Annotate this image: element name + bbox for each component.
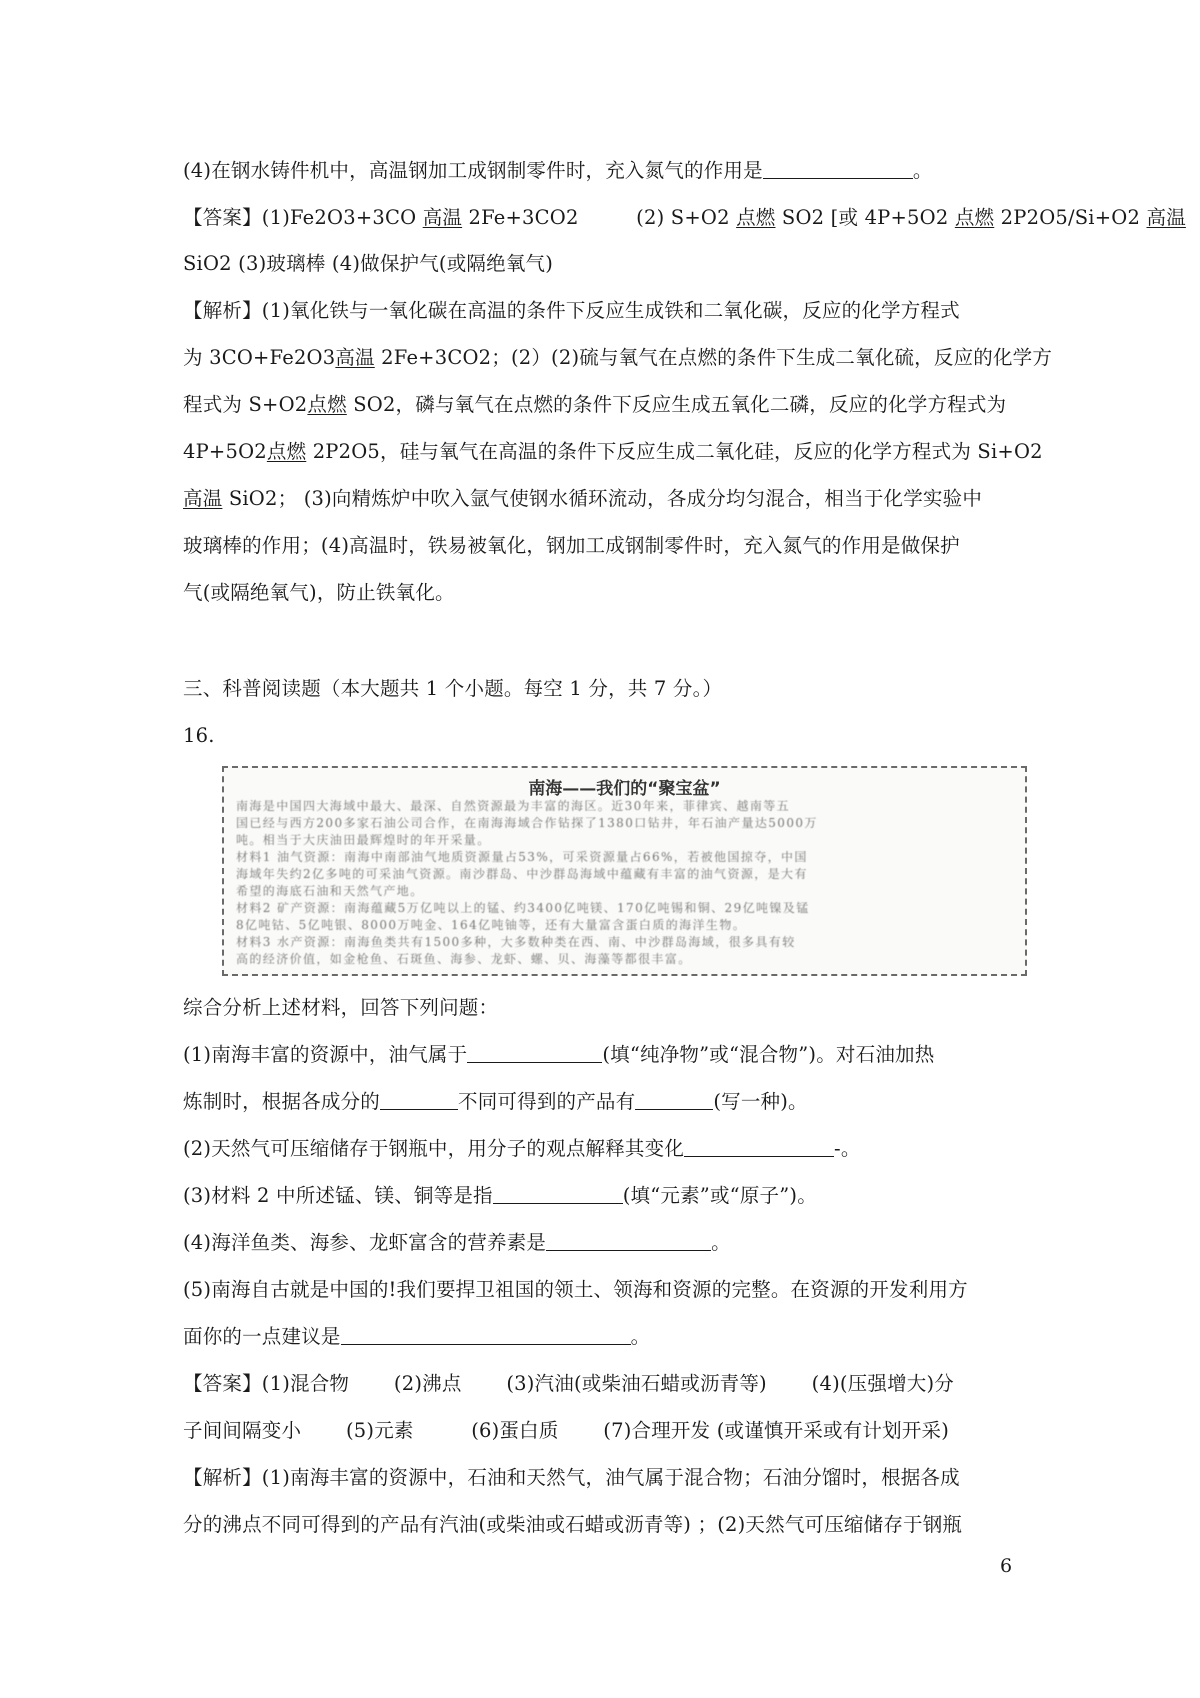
condition-high-temp: 高温 (422, 206, 463, 229)
text: (3)材料 2 中所述锰、镁、铜等是指 (183, 1184, 493, 1207)
analysis-line-3 (183, 390, 1023, 420)
condition-ignite: 点燃 (266, 440, 307, 463)
reading-material-image (222, 766, 1027, 976)
answer-blank (635, 1089, 713, 1110)
text: 面你的一点建议是 (183, 1325, 341, 1348)
answer-16-line-1 (183, 1369, 1023, 1399)
figure-text-row: 材料2 矿产资源：南海蕴藏5万亿吨以上的锰、约3400亿吨镁、170亿吨锡和铜、29亿吨镍及锰 (236, 902, 810, 915)
answer-blank (684, 1136, 834, 1157)
condition-ignite: 点燃 (954, 206, 995, 229)
question-16-1-cont (183, 1087, 1023, 1117)
figure-title: 南海——我们的“聚宝盆” (528, 779, 721, 799)
question-4: (4)在钢水铸件机中，高温钢加工成钢制零件时，充入氮气的作用是 。 (183, 159, 933, 182)
text: (4)在钢水铸件机中，高温钢加工成钢制零件时，充入氮气的作用是 (183, 159, 763, 182)
text: 4P+5O2 (183, 440, 267, 463)
text: (2)天然气可压缩储存于钢瓶中，用分子的观点解释其变化 (183, 1137, 685, 1160)
figure-text-row: 8亿吨钴、5亿吨银、8000万吨金、164亿吨铀等，还有大量富含蛋白质的海洋生物。 (236, 919, 747, 932)
figure-text-row: 吨。相当于大庆油田最辉煌时的年开采量。 (236, 834, 491, 847)
text: 2P2O5/Si+O2 (1000, 206, 1141, 229)
condition-high-temp: 高温 (335, 346, 375, 369)
analysis-line-4 (183, 437, 1043, 467)
condition-high-temp: 高温 (1146, 206, 1186, 229)
text: 【答案】(1)混合物 (2)沸点 (3)汽油(或柴油石蜡或沥青等) (4)(压强增大)分 (183, 1372, 954, 1395)
answer-blank (763, 158, 913, 179)
text: 2Fe+3CO2 (468, 206, 579, 229)
answer-blank (546, 1230, 711, 1251)
answer-blank (380, 1089, 458, 1110)
text: 【答案】(1)Fe2O3+3CO (183, 206, 417, 229)
text: 程式为 S+O2 (183, 393, 308, 416)
text: (写一种)。 (713, 1090, 808, 1113)
text: (1)南海丰富的资源中，油气属于 (183, 1043, 468, 1066)
text: 炼制时，根据各成分的 (183, 1090, 381, 1113)
figure-text-row: 国已经与西方200多家石油公司合作，在南海海域合作钻探了1380口钻井，年石油产量达5000万 (236, 817, 818, 830)
text: 为 3CO+Fe2O3 (183, 346, 336, 369)
section-heading (183, 674, 1023, 704)
figure-text-row: 高的经济价值，如金枪鱼、石斑鱼、海参、龙虾、螺、贝、海藻等都很丰富。 (236, 953, 692, 966)
text: 16. (183, 724, 215, 747)
analysis-line-1 (183, 296, 1023, 326)
analysis-line-2 (183, 343, 1053, 373)
figure-text-row: 希望的海底石油和天然气产地。 (236, 885, 424, 898)
analysis-16-line-1 (183, 1463, 1023, 1493)
answer-line-2 (183, 249, 1023, 279)
answer-16-line-2 (183, 1416, 1023, 1446)
text: 玻璃棒的作用；(4)高温时，铁易被氧化，钢加工成钢制零件时，充入氮气的作用是做保护 (183, 534, 960, 557)
text: (2) S+O2 (636, 206, 730, 229)
text: SiO2； (3)向精炼炉中吹入氩气使钢水循环流动，各成分均匀混合，相当于化学实验中 (228, 487, 983, 510)
condition-high-temp: 高温 (183, 487, 223, 510)
text: 子间间隔变小 (5)元素 (6)蛋白质 (7)合理开发 (或谨慎开采或有计划开采) (183, 1419, 950, 1442)
analysis-line-5 (183, 484, 1023, 514)
page-number: 6 (1000, 1555, 1013, 1577)
text: 【解析】(1)南海丰富的资源中，石油和天然气，油气属于混合物；石油分馏时，根据各成 (183, 1466, 960, 1489)
text: 【解析】(1)氧化铁与一氧化碳在高温的条件下反应生成铁和二氧化碳，反应的化学方程式 (183, 299, 960, 322)
figure-text-row: 材料3 水产资源：南海鱼类共有1500多种，大多数种类在西、南、中沙群岛海域，很多具有较 (236, 936, 796, 949)
answer-blank (341, 1324, 631, 1345)
text: 2P2O5，硅与氧气在高温的条件下反应生成二氧化硅，反应的化学方程式为 Si+O2 (312, 440, 1043, 463)
text: SiO2 (3)玻璃棒 (4)做保护气(或隔绝氧气) (183, 252, 554, 275)
condition-ignite: 点燃 (307, 393, 347, 416)
text: (填“元素”或“原子”)。 (622, 1184, 817, 1207)
condition-ignite: 点燃 (736, 206, 776, 229)
text: 综合分析上述材料，回答下列问题： (183, 996, 499, 1019)
text: SO2 [或 4P+5O2 (781, 206, 949, 229)
question-number (183, 721, 1023, 751)
figure-text-row: 材料1 油气资源：南海中南部油气地质资源量占53%，可采资源量占66%，若被他国掠夺，中国 (236, 851, 808, 864)
analysis-16-line-2 (183, 1510, 1023, 1540)
text: 2Fe+3CO2；(2）(2)硫与氧气在点燃的条件下生成二氧化硫，反应的化学方 (381, 346, 1053, 369)
text: (填“纯净物”或“混合物”)。对石油加热 (602, 1043, 935, 1066)
question-16-1 (183, 1040, 1023, 1070)
question-16-5 (183, 1275, 1023, 1305)
instruction (183, 993, 1023, 1023)
text: (5)南海自古就是中国的!我们要捍卫祖国的领土、领海和资源的完整。在资源的开发利用方 (183, 1278, 968, 1301)
analysis-line-6 (183, 531, 1023, 561)
analysis-line-7 (183, 578, 1023, 608)
answer-blank (467, 1042, 602, 1063)
question-16-2: (2)天然气可压缩储存于钢瓶中，用分子的观点解释其变化 -。 (183, 1137, 861, 1160)
text: 三、科普阅读题（本大题共 1 个小题。每空 1 分，共 7 分。） (183, 677, 723, 700)
question-16-5-cont: 面你的一点建议是 。 (183, 1325, 651, 1348)
text: 分的沸点不同可得到的产品有汽油(或柴油或石蜡或沥青等) ；(2)天然气可压缩储存于钢瓶 (183, 1513, 963, 1536)
text: 不同可得到的产品有 (458, 1090, 636, 1113)
text: SO2，磷与氧气在点燃的条件下反应生成五氧化二磷，反应的化学方程式为 (353, 393, 1007, 416)
text: (4)海洋鱼类、海参、龙虾富含的营养素是 (183, 1231, 547, 1254)
question-16-3 (183, 1181, 1023, 1211)
figure-text-row: 海域年失约2亿多吨的可采油气资源。南沙群岛、中沙群岛海域中蕴藏有丰富的油气资源，是大有 (236, 868, 808, 881)
answer-line-1 (183, 203, 1186, 233)
answer-blank (493, 1183, 623, 1204)
figure-text-row: 南海是中国四大海域中最大、最深、自然资源最为丰富的海区。近30年来，菲律宾、越南等五 (236, 800, 791, 813)
question-16-4: (4)海洋鱼类、海参、龙虾富含的营养素是 。 (183, 1231, 731, 1254)
text: 气(或隔绝氧气)，防止铁氧化。 (183, 581, 455, 604)
